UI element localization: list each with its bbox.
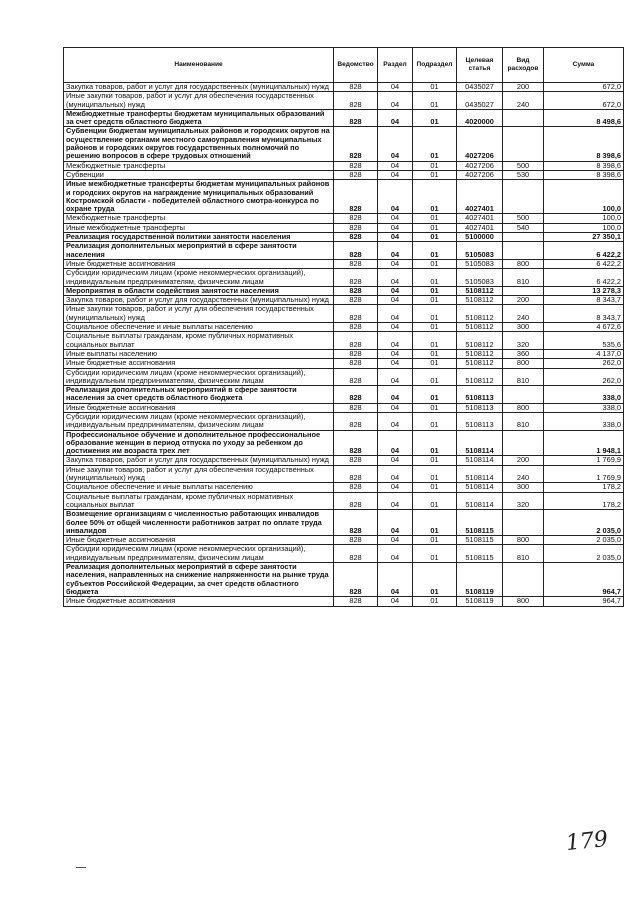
cell-sum: 4 672,6 (544, 323, 624, 332)
cell-dept: 828 (334, 349, 378, 358)
table-row (64, 180, 624, 214)
cell-sum: 6 422,2 (544, 259, 624, 268)
cell-kind: 240 (503, 92, 544, 110)
table-row (64, 109, 624, 127)
cell-subsection: 01 (413, 305, 457, 323)
cell-dept: 828 (334, 180, 378, 214)
cell-name: Социальные выплаты гражданам, кроме публичных нормативных социальных выплат (64, 332, 334, 350)
cell-name: Иные бюджетные ассигнования (64, 259, 334, 268)
cell-kind: 200 (503, 83, 544, 92)
cell-section: 04 (378, 483, 413, 492)
cell-target: 5105083 (457, 269, 503, 287)
cell-sum: 8 498,6 (544, 109, 624, 127)
cell-subsection: 01 (413, 492, 457, 510)
cell-subsection: 01 (413, 214, 457, 223)
cell-target: 5108114 (457, 465, 503, 483)
cell-name: Иные бюджетные ассигнования (64, 359, 334, 368)
cell-dept: 828 (334, 127, 378, 161)
cell-section: 04 (378, 332, 413, 350)
cell-sum: 1 769,9 (544, 456, 624, 465)
cell-sum: 178,2 (544, 492, 624, 510)
table-row (64, 465, 624, 483)
cell-subsection: 01 (413, 465, 457, 483)
cell-name: Межбюджетные трансферты (64, 214, 334, 223)
cell-target: 5108112 (457, 286, 503, 295)
cell-dept: 828 (334, 563, 378, 597)
cell-name: Субвенции бюджетам муниципальных районов и городских округов на осуществление органами местного самоуправления муниципальных районов и городских округов государственных полномочий по решению вопросов в сфере трудовых отношений (64, 127, 334, 161)
cell-sum: 338,0 (544, 412, 624, 430)
table-row (64, 545, 624, 563)
cell-target: 5105083 (457, 259, 503, 268)
cell-target: 5108114 (457, 456, 503, 465)
cell-sum: 672,0 (544, 83, 624, 92)
header-name: Наименование (64, 48, 334, 83)
cell-name: Субсидии юридическим лицам (кроме некоммерческих организаций), индивидуальным предпринимателям, физическим лицам (64, 269, 334, 287)
table-row (64, 430, 624, 456)
table-row (64, 214, 624, 223)
table-row (64, 492, 624, 510)
cell-subsection: 01 (413, 83, 457, 92)
cell-name: Иные закупки товаров, работ и услуг для обеспечения государственных (муниципальных) нужд (64, 305, 334, 323)
cell-sum: 964,7 (544, 597, 624, 606)
cell-subsection: 01 (413, 127, 457, 161)
cell-name: Социальные выплаты гражданам, кроме публичных нормативных социальных выплат (64, 492, 334, 510)
cell-target: 5108112 (457, 359, 503, 368)
cell-subsection: 01 (413, 510, 457, 536)
cell-name: Возмещение организациям с численностью работающих инвалидов более 50% от общей численности работников затрат по оплате труда инвалидов (64, 510, 334, 536)
cell-sum: 338,0 (544, 386, 624, 404)
cell-name: Реализация дополнительных мероприятий в сфере занятости населения, направленных на снижение напряженности на рынке труда субъектов Российской Федерации, за счет средств областного бюджета (64, 563, 334, 597)
cell-target: 4027206 (457, 161, 503, 170)
cell-name: Реализация государственной политики занятости населения (64, 233, 334, 242)
table-row (64, 305, 624, 323)
cell-subsection: 01 (413, 286, 457, 295)
cell-name: Реализация дополнительных мероприятий в сфере занятости населения за счет средств областного бюджета (64, 386, 334, 404)
cell-sum: 262,0 (544, 368, 624, 386)
cell-dept: 828 (334, 368, 378, 386)
cell-target: 4027206 (457, 127, 503, 161)
cell-dept: 828 (334, 92, 378, 110)
cell-dept: 828 (334, 412, 378, 430)
cell-kind: 800 (503, 597, 544, 606)
table-row (64, 242, 624, 260)
cell-sum: 672,0 (544, 92, 624, 110)
cell-kind: 300 (503, 323, 544, 332)
cell-sum: 8 398,6 (544, 170, 624, 179)
cell-target: 5105083 (457, 242, 503, 260)
cell-dept: 828 (334, 492, 378, 510)
cell-sum: 8 398,6 (544, 161, 624, 170)
cell-kind: 240 (503, 465, 544, 483)
cell-subsection: 01 (413, 597, 457, 606)
table-header-row (64, 48, 624, 83)
cell-subsection: 01 (413, 296, 457, 305)
cell-sum: 964,7 (544, 563, 624, 597)
cell-dept: 828 (334, 305, 378, 323)
cell-section: 04 (378, 83, 413, 92)
table-row (64, 483, 624, 492)
cell-section: 04 (378, 465, 413, 483)
cell-section: 04 (378, 259, 413, 268)
cell-kind: 530 (503, 170, 544, 179)
cell-target: 5108113 (457, 403, 503, 412)
cell-sum: 8 343,7 (544, 296, 624, 305)
cell-sum: 1 769,9 (544, 465, 624, 483)
cell-name: Субсидии юридическим лицам (кроме некоммерческих организаций), индивидуальным предпринимателям, физическим лицам (64, 545, 334, 563)
cell-dept: 828 (334, 296, 378, 305)
cell-name: Социальное обеспечение и иные выплаты населению (64, 483, 334, 492)
cell-name: Межбюджетные трансферты (64, 161, 334, 170)
cell-target: 5108112 (457, 305, 503, 323)
cell-subsection: 01 (413, 545, 457, 563)
cell-section: 04 (378, 180, 413, 214)
cell-section: 04 (378, 305, 413, 323)
cell-section: 04 (378, 161, 413, 170)
cell-sum: 13 278,3 (544, 286, 624, 295)
cell-target: 5108114 (457, 492, 503, 510)
cell-dept: 828 (334, 386, 378, 404)
cell-target: 5100000 (457, 233, 503, 242)
cell-sum: 2 035,0 (544, 536, 624, 545)
cell-name: Закупка товаров, работ и услуг для государственных (муниципальных) нужд (64, 456, 334, 465)
cell-subsection: 01 (413, 92, 457, 110)
cell-subsection: 01 (413, 109, 457, 127)
cell-subsection: 01 (413, 332, 457, 350)
cell-kind: 240 (503, 305, 544, 323)
cell-kind: 810 (503, 545, 544, 563)
cell-sum: 535,6 (544, 332, 624, 350)
cell-sum: 100,0 (544, 180, 624, 214)
cell-dept: 828 (334, 483, 378, 492)
cell-subsection: 01 (413, 536, 457, 545)
cell-section: 04 (378, 430, 413, 456)
cell-section: 04 (378, 296, 413, 305)
cell-name: Субсидии юридическим лицам (кроме некоммерческих организаций), индивидуальным предпринимателям, физическим лицам (64, 412, 334, 430)
cell-name: Мероприятия в области содействия занятости населения (64, 286, 334, 295)
cell-kind: 360 (503, 349, 544, 358)
cell-name: Реализация дополнительных мероприятий в сфере занятости населения (64, 242, 334, 260)
table-row (64, 386, 624, 404)
cell-subsection: 01 (413, 170, 457, 179)
table-row (64, 563, 624, 597)
table-row (64, 92, 624, 110)
cell-dept: 828 (334, 109, 378, 127)
cell-target: 5108112 (457, 332, 503, 350)
cell-sum: 262,0 (544, 359, 624, 368)
cell-section: 04 (378, 223, 413, 232)
cell-kind: 800 (503, 259, 544, 268)
cell-name: Иные закупки товаров, работ и услуг для обеспечения государственных (муниципальных) нужд (64, 92, 334, 110)
table-row (64, 161, 624, 170)
cell-subsection: 01 (413, 403, 457, 412)
cell-subsection: 01 (413, 412, 457, 430)
cell-sum: 8 398,6 (544, 127, 624, 161)
cell-target: 4027401 (457, 223, 503, 232)
cell-subsection: 01 (413, 563, 457, 597)
cell-dept: 828 (334, 170, 378, 179)
cell-dept: 828 (334, 430, 378, 456)
cell-section: 04 (378, 412, 413, 430)
cell-section: 04 (378, 456, 413, 465)
cell-section: 04 (378, 214, 413, 223)
cell-target: 5108112 (457, 368, 503, 386)
cell-dept: 828 (334, 332, 378, 350)
cell-kind: 320 (503, 492, 544, 510)
table-row (64, 359, 624, 368)
cell-dept: 828 (334, 545, 378, 563)
cell-dept: 828 (334, 214, 378, 223)
cell-subsection: 01 (413, 269, 457, 287)
cell-dept: 828 (334, 223, 378, 232)
cell-kind: 540 (503, 223, 544, 232)
cell-section: 04 (378, 368, 413, 386)
cell-subsection: 01 (413, 430, 457, 456)
cell-name: Иные межбюджетные трансферты (64, 223, 334, 232)
cell-kind: 500 (503, 214, 544, 223)
cell-kind (503, 109, 544, 127)
table-row (64, 269, 624, 287)
cell-dept: 828 (334, 465, 378, 483)
cell-subsection: 01 (413, 349, 457, 358)
cell-target: 5108115 (457, 510, 503, 536)
cell-section: 04 (378, 170, 413, 179)
table-row (64, 597, 624, 606)
cell-subsection: 01 (413, 386, 457, 404)
cell-kind (503, 386, 544, 404)
cell-section: 04 (378, 286, 413, 295)
cell-section: 04 (378, 597, 413, 606)
cell-section: 04 (378, 545, 413, 563)
cell-subsection: 01 (413, 233, 457, 242)
cell-target: 4020000 (457, 109, 503, 127)
cell-kind (503, 180, 544, 214)
cell-target: 5108114 (457, 483, 503, 492)
cell-dept: 828 (334, 323, 378, 332)
cell-section: 04 (378, 92, 413, 110)
cell-target: 5108112 (457, 323, 503, 332)
cell-sum: 4 137,0 (544, 349, 624, 358)
cell-subsection: 01 (413, 161, 457, 170)
cell-kind: 800 (503, 359, 544, 368)
cell-section: 04 (378, 242, 413, 260)
cell-section: 04 (378, 510, 413, 536)
cell-name: Закупка товаров, работ и услуг для государственных (муниципальных) нужд (64, 296, 334, 305)
cell-name: Иные межбюджетные трансферты бюджетам муниципальных районов и городских округов на награждение муниципальных образований Костромской области - победителей областного смотра-конкурса по охране труда (64, 180, 334, 214)
cell-name: Субсидии юридическим лицам (кроме некоммерческих организаций), индивидуальным предпринимателям, физическим лицам (64, 368, 334, 386)
cell-kind: 810 (503, 412, 544, 430)
cell-sum: 338,0 (544, 403, 624, 412)
header-kind: Вид расходов (503, 48, 544, 83)
cell-target: 5108113 (457, 386, 503, 404)
cell-sum: 100,0 (544, 214, 624, 223)
cell-target: 5108113 (457, 412, 503, 430)
cell-dept: 828 (334, 403, 378, 412)
cell-section: 04 (378, 323, 413, 332)
cell-sum: 8 343,7 (544, 305, 624, 323)
cell-subsection: 01 (413, 223, 457, 232)
cell-kind (503, 127, 544, 161)
cell-target: 5108112 (457, 349, 503, 358)
cell-target: 5108119 (457, 563, 503, 597)
cell-target: 4027401 (457, 214, 503, 223)
cell-kind: 800 (503, 403, 544, 412)
cell-dept: 828 (334, 269, 378, 287)
cell-kind: 320 (503, 332, 544, 350)
cell-section: 04 (378, 563, 413, 597)
cell-name: Закупка товаров, работ и услуг для государственных (муниципальных) нужд (64, 83, 334, 92)
cell-section: 04 (378, 349, 413, 358)
cell-dept: 828 (334, 161, 378, 170)
cell-subsection: 01 (413, 456, 457, 465)
cell-dept: 828 (334, 536, 378, 545)
budget-table-sheet (63, 47, 623, 607)
cell-sum: 2 035,0 (544, 510, 624, 536)
cell-sum: 27 350,1 (544, 233, 624, 242)
cell-dept: 828 (334, 233, 378, 242)
cell-target: 0435027 (457, 83, 503, 92)
cell-kind (503, 233, 544, 242)
cell-subsection: 01 (413, 368, 457, 386)
cell-section: 04 (378, 403, 413, 412)
table-row (64, 368, 624, 386)
cell-sum: 2 035,0 (544, 545, 624, 563)
cell-subsection: 01 (413, 259, 457, 268)
cell-target: 0435027 (457, 92, 503, 110)
cell-subsection: 01 (413, 323, 457, 332)
cell-dept: 828 (334, 456, 378, 465)
cell-name: Субвенции (64, 170, 334, 179)
cell-dept: 828 (334, 510, 378, 536)
header-subsection: Подраздел (413, 48, 457, 83)
table-row (64, 127, 624, 161)
cell-section: 04 (378, 233, 413, 242)
cell-section: 04 (378, 359, 413, 368)
cell-kind: 810 (503, 269, 544, 287)
cell-target: 5108119 (457, 597, 503, 606)
cell-section: 04 (378, 536, 413, 545)
cell-sum: 100,0 (544, 223, 624, 232)
cell-subsection: 01 (413, 483, 457, 492)
cell-kind (503, 563, 544, 597)
cell-name: Профессиональное обучение и дополнительное профессиональное образование женщин в период отпуска по уходу за ребенком до достижения им возраста трех лет (64, 430, 334, 456)
cell-target: 4027401 (457, 180, 503, 214)
header-dept: Ведомство (334, 48, 378, 83)
cell-name: Иные выплаты населению (64, 349, 334, 358)
budget-table (63, 47, 624, 607)
cell-name: Межбюджетные трансферты бюджетам муниципальных образований за счет средств областного бюджета (64, 109, 334, 127)
page-number: 179 (564, 826, 610, 857)
table-row (64, 456, 624, 465)
corner-mark (76, 867, 86, 868)
cell-subsection: 01 (413, 180, 457, 214)
table-row (64, 332, 624, 350)
cell-name: Иные бюджетные ассигнования (64, 597, 334, 606)
cell-sum: 1 948,1 (544, 430, 624, 456)
header-section: Раздел (378, 48, 413, 83)
cell-kind: 300 (503, 483, 544, 492)
cell-subsection: 01 (413, 242, 457, 260)
cell-dept: 828 (334, 259, 378, 268)
cell-section: 04 (378, 386, 413, 404)
cell-dept: 828 (334, 597, 378, 606)
cell-kind: 800 (503, 536, 544, 545)
cell-target: 5108112 (457, 296, 503, 305)
cell-kind: 500 (503, 161, 544, 170)
cell-kind (503, 510, 544, 536)
cell-kind: 200 (503, 456, 544, 465)
cell-sum: 6 422,2 (544, 242, 624, 260)
cell-sum: 6 422,2 (544, 269, 624, 287)
cell-target: 5108114 (457, 430, 503, 456)
cell-kind (503, 430, 544, 456)
cell-dept: 828 (334, 83, 378, 92)
cell-target: 5108115 (457, 536, 503, 545)
cell-section: 04 (378, 127, 413, 161)
cell-kind (503, 242, 544, 260)
cell-target: 4027206 (457, 170, 503, 179)
cell-name: Иные бюджетные ассигнования (64, 536, 334, 545)
cell-name: Иные закупки товаров, работ и услуг для обеспечения государственных (муниципальных) нужд (64, 465, 334, 483)
cell-dept: 828 (334, 242, 378, 260)
header-sum: Сумма (544, 48, 624, 83)
cell-kind: 810 (503, 368, 544, 386)
cell-sum: 178,2 (544, 483, 624, 492)
cell-section: 04 (378, 269, 413, 287)
cell-section: 04 (378, 492, 413, 510)
table-row (64, 510, 624, 536)
cell-name: Социальное обеспечение и иные выплаты населению (64, 323, 334, 332)
cell-subsection: 01 (413, 359, 457, 368)
cell-dept: 828 (334, 359, 378, 368)
cell-section: 04 (378, 109, 413, 127)
cell-target: 5108115 (457, 545, 503, 563)
header-target: Целевая статья (457, 48, 503, 83)
cell-kind: 200 (503, 296, 544, 305)
cell-dept: 828 (334, 286, 378, 295)
cell-name: Иные бюджетные ассигнования (64, 403, 334, 412)
table-row (64, 412, 624, 430)
